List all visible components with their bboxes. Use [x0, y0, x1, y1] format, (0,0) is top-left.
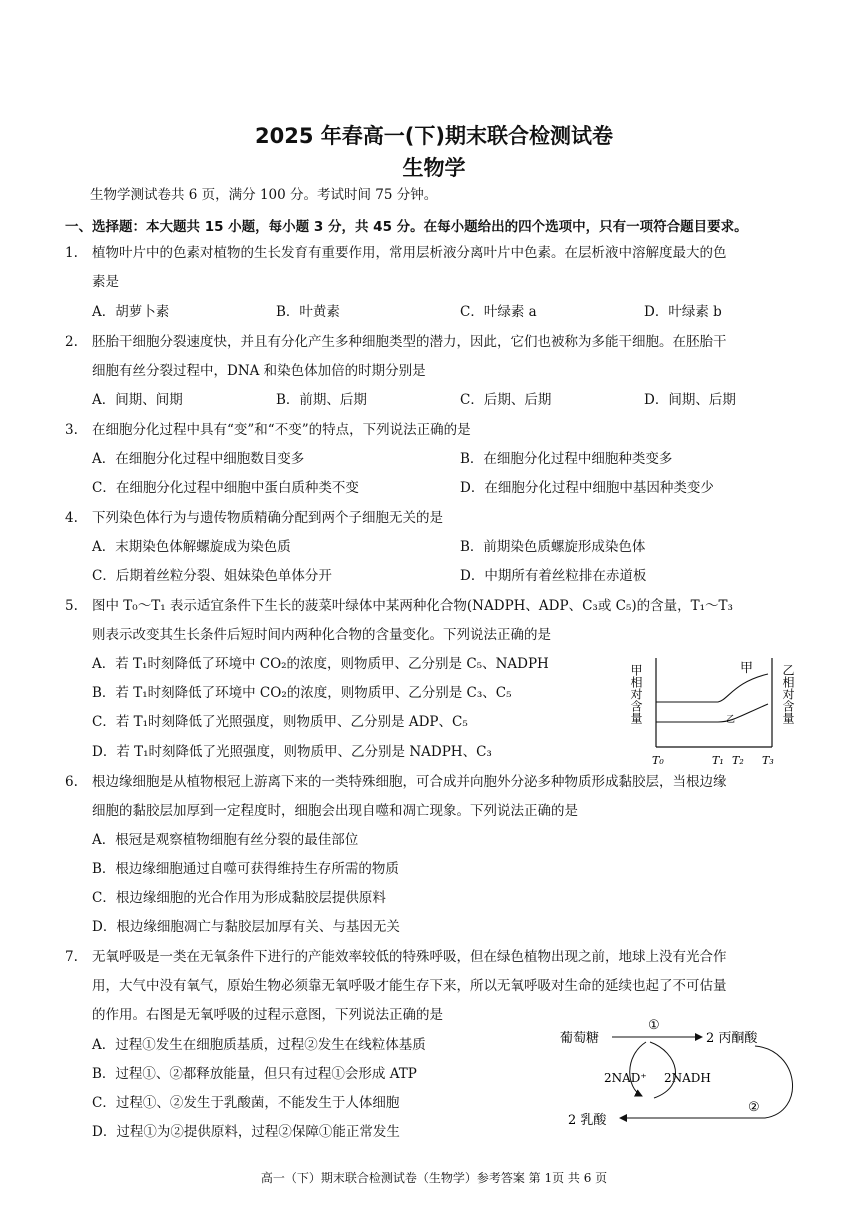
question-text: 细胞的黏胶层加厚到一定程度时，细胞会出现自噬和凋亡现象。下列说法正确的是: [92, 803, 578, 819]
option-b: B．叶黄素: [276, 304, 340, 320]
option-b: B．若 T₁时刻降低了环境中 CO₂的浓度，则物质甲、乙分别是 C₃、C₅: [92, 685, 512, 701]
label-jia: 甲: [740, 661, 754, 676]
option-a: A．胡萝卜素: [92, 304, 170, 320]
glucose-label: 葡萄糖: [560, 1031, 600, 1046]
option-d: D．根边缘细胞凋亡与黏胶层加厚有关、与基因无关: [92, 919, 400, 935]
question-text: 胚胎干细胞分裂速度快，并且有分化产生多种细胞类型的潜力，因此，它们也被称为多能干细胞。在胚胎干: [92, 334, 727, 350]
question-text: 素是: [92, 274, 119, 290]
question-number: 4.: [65, 510, 78, 526]
option-b: B．在细胞分化过程中细胞种类变多: [460, 451, 673, 467]
question-text: 根边缘细胞是从植物根冠上游离下来的一类特殊细胞，可合成并向胞外分泌多种物质形成黏胶层，当根边缘: [92, 774, 727, 790]
question-number: 3.: [65, 422, 78, 438]
option-d: D．叶绿素 b: [644, 304, 722, 320]
option-a: A．间期、间期: [92, 392, 183, 408]
option-c: C．在细胞分化过程中细胞中蛋白质种类不变: [92, 480, 359, 496]
question-text: 图中 T₀～T₁ 表示适宜条件下生长的菠菜叶绿体中某两种化合物(NADPH、ADP、C₃或 C₅)的含量，T₁～T₃: [92, 598, 733, 614]
option-c: C．根边缘细胞的光合作用为形成黏胶层提供原料: [92, 890, 386, 906]
page-title: 2025 年春高一(下)期末联合检测试卷: [255, 124, 613, 148]
question-number: 1.: [65, 245, 78, 261]
question-text: 在细胞分化过程中具有“变”和“不变”的特点，下列说法正确的是: [92, 422, 471, 438]
step2-label: ②: [748, 1100, 760, 1115]
option-c: C．后期、后期: [460, 392, 552, 408]
q5-graph: [629, 652, 812, 768]
tick-t1: T₁: [712, 754, 724, 767]
section-heading: 一、选择题：本大题共 15 小题，每小题 3 分，共 45 分。在每小题给出的四个选项中，只有一项符合题目要求。: [65, 219, 748, 235]
option-d: D．间期、后期: [644, 392, 736, 408]
option-c: C．过程①、②发生于乳酸菌，不能发生于人体细胞: [92, 1095, 400, 1111]
step1-label: ①: [648, 1018, 660, 1033]
option-b: B．前期、后期: [276, 392, 367, 408]
curve-yi: [656, 704, 768, 722]
pyruvate-label: 2 丙酮酸: [706, 1031, 758, 1046]
tick-t2: T₂: [732, 754, 744, 767]
option-b: B．根边缘细胞通过自噬可获得维持生存所需的物质: [92, 861, 399, 877]
q7-respiration-diagram: [550, 1012, 810, 1134]
y-label-left: 甲相对含量: [629, 664, 643, 724]
option-a: A．若 T₁时刻降低了环境中 CO₂的浓度，则物质甲、乙分别是 C₅、NADPH: [92, 656, 549, 672]
label-yi: 乙: [726, 715, 736, 725]
question-number: 6.: [65, 774, 78, 790]
option-a: A．过程①发生在细胞质基质，过程②发生在线粒体基质: [92, 1037, 426, 1053]
exam-intro: 生物学测试卷共 6 页，满分 100 分。考试时间 75 分钟。: [90, 187, 438, 203]
tick-t0: T₀: [652, 754, 664, 767]
nadh-label: 2NADH: [664, 1071, 711, 1085]
option-b: B．前期染色质螺旋形成染色体: [460, 539, 646, 555]
option-d: D．中期所有着丝粒排在赤道板: [460, 568, 647, 584]
subject-title: 生物学: [402, 156, 466, 180]
question-number: 2.: [65, 334, 78, 350]
nad-label: 2NAD⁺: [604, 1071, 647, 1085]
question-text: 植物叶片中的色素对植物的生长发育有重要作用，常用层析液分离叶片中色素。在层析液中溶解度最大的色: [92, 245, 727, 261]
option-a: A．末期染色体解螺旋成为染色质: [92, 539, 291, 555]
option-a: A．根冠是观察植物细胞有丝分裂的最佳部位: [92, 832, 359, 848]
question-text: 则表示改变其生长条件后短时间内两种化合物的含量变化。下列说法正确的是: [92, 627, 551, 643]
question-text: 下列染色体行为与遗传物质精确分配到两个子细胞无关的是: [92, 510, 443, 526]
option-c: C．叶绿素 a: [460, 304, 537, 320]
question-number: 7.: [65, 949, 78, 965]
page-footer: 高一（下）期末联合检测试卷（生物学）参考答案 第 1页 共 6 页: [260, 1171, 608, 1185]
option-c: C．若 T₁时刻降低了光照强度，则物质甲、乙分别是 ADP、C₅: [92, 714, 468, 730]
option-c: C．后期着丝粒分裂、姐妹染色单体分开: [92, 568, 332, 584]
question-text: 无氧呼吸是一类在无氧条件下进行的产能效率较低的特殊呼吸，但在绿色植物出现之前，地球上没有光合作: [92, 949, 727, 965]
curve-jia: [656, 674, 768, 702]
option-d: D．若 T₁时刻降低了光照强度，则物质甲、乙分别是 NADPH、C₃: [92, 744, 492, 760]
y-label-right: 乙相对含量: [781, 664, 795, 724]
arrow-nadh: [650, 1042, 676, 1098]
tick-t3: T₃: [762, 754, 774, 767]
arrow-nad: [630, 1042, 646, 1096]
option-d: D．过程①为②提供原料，过程②保障①能正常发生: [92, 1124, 400, 1140]
lactate-label: 2 乳酸: [568, 1113, 607, 1128]
question-text: 用，大气中没有氧气，原始生物必须靠无氧呼吸才能生存下来，所以无氧呼吸对生命的延续也起了不可估量: [92, 978, 727, 994]
option-a: A．在细胞分化过程中细胞数目变多: [92, 451, 305, 467]
question-text: 细胞有丝分裂过程中，DNA 和染色体加倍的时期分别是: [92, 363, 426, 379]
question-text: 的作用。右图是无氧呼吸的过程示意图，下列说法正确的是: [92, 1007, 443, 1023]
question-number: 5.: [65, 598, 78, 614]
option-d: D．在细胞分化过程中细胞中基因种类变少: [460, 480, 714, 496]
option-b: B．过程①、②都释放能量，但只有过程①会形成 ATP: [92, 1066, 417, 1082]
